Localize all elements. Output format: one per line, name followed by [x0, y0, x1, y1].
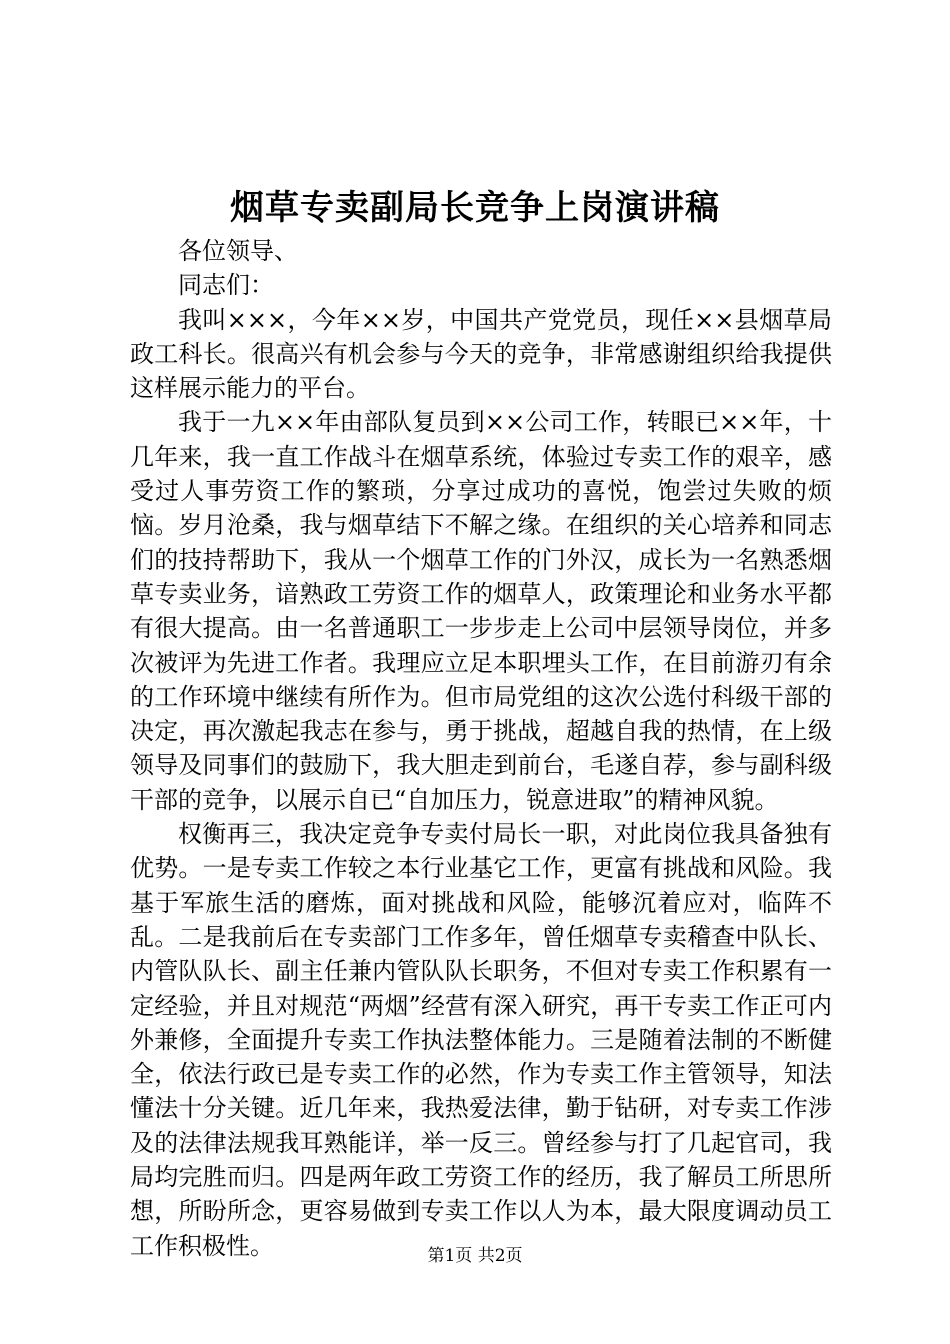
- page-number-footer: 第1页 共2页: [427, 1246, 523, 1266]
- document-title: 烟草专卖副局长竞争上岗演讲稿: [230, 188, 720, 228]
- paragraph-advantages: 权衡再三，我决定竞争专卖付局长一职，对此岗位我具备独有优势。一是专卖工作较之本行业基它工作，更富有挑战和风险。我基于军旅生活的磨炼，面对挑战和风险，能够沉着应对，临阵不乱。二是我前后在专卖部门工作多年，曾任烟草专卖稽查中队长、内管队队长、副主任兼内管队队长职务，不但对专卖工作积累有一定经验，并且对规范“两烟”经营有深入研究，再干专卖工作正可内外兼修，全面提升专卖工作执法整体能力。三是随着法制的不断健全，依法行政已是专卖工作的必然，作为专卖工作主管领导，知法懂法十分关键。近几年来，我热爱法律，勤于钻研，对专卖工作涉及的法律法规我耳熟能详，举一反三。曾经参与打了几起官司，我局均完胜而归。四是两年政工劳资工作的经历，我了解员工所思所想，所盼所念，更容易做到专卖工作以人为本，最大限度调动员工工作积极性。: [130, 820, 832, 1260]
- salutation-comrades: 同志们：: [178, 271, 274, 300]
- paragraph-experience: 我于一九××年由部队复员到××公司工作，转眼已××年，十几年来，我一直工作战斗在烟草系统，体验过专卖工作的艰辛，感受过人事劳资工作的繁琐，分享过成功的喜悦，饱尝过失败的烦恼。岁月沧桑，我与烟草结下不解之缘。在组织的关心培养和同志们的技持帮助下，我从一个烟草工作的门外汉，成长为一名熟悉烟草专卖业务，谙熟政工劳资工作的烟草人，政策理论和业务水平都有很大提高。由一名普通职工一步步走上公司中层领导岗位，并多次被评为先进工作者。我理应立足本职埋头工作，在目前游刃有余的工作环境中继续有所作为。但市局党组的这次公选付科级干部的决定，再次激起我志在参与，勇于挑战，超越自我的热情，在上级领导及同事们的鼓励下，我大胆走到前台，毛遂自荐，参与副科级干部的竞争，以展示自已“自加压力，锐意进取”的精神风貌。: [130, 408, 832, 814]
- salutation-leaders: 各位领导、: [178, 237, 298, 265]
- document-body: [130, 234, 832, 1263]
- paragraph-introduction: 我叫×××，今年××岁，中国共产党党员，现任××县烟草局政工科长。很高兴有机会参与今天的竞争，非常感谢组织给我提供这样展示能力的平台。: [130, 305, 832, 403]
